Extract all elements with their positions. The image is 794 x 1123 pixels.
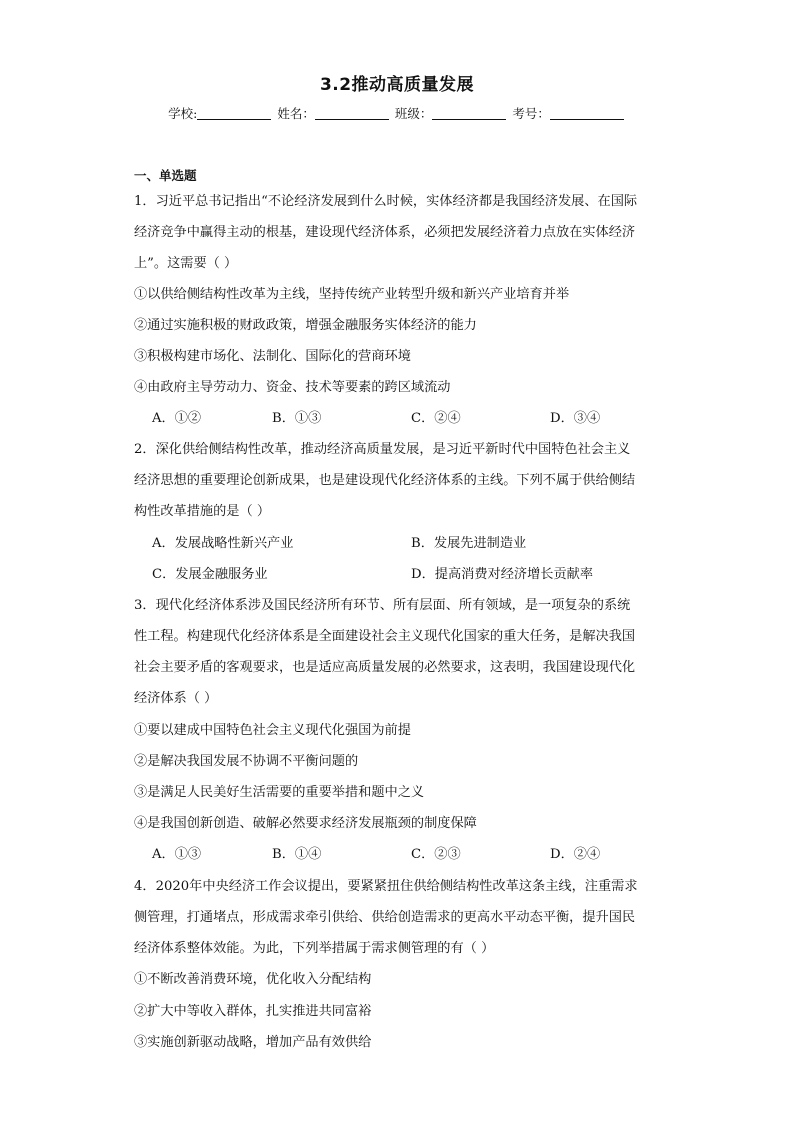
section-heading: 一、单选题: [134, 168, 197, 183]
page-title: 3.2推动高质量发展: [319, 75, 475, 95]
q1-statement: ②通过实施积极的财政政策，增强金融服务实体经济的能力: [134, 318, 477, 333]
q1-stem-line: 经济竞争中赢得主动的根基，建设现代经济体系，必须把发展经济着力点放在实体经济: [134, 225, 636, 240]
q1-option-c[interactable]: C．②④: [411, 411, 461, 426]
q4-statement: ②扩大中等收入群体，扎实推进共同富裕: [134, 1004, 372, 1019]
q3-statement: ④是我国创新创造、破解必然要求经济发展瓶颈的制度保障: [134, 816, 477, 831]
school-blank[interactable]: [197, 107, 271, 120]
q4-stem-line: 经济体系整体效能。为此，下列举措属于需求侧管理的有（ ）: [134, 941, 495, 956]
q2-option-c[interactable]: C．发展金融服务业: [152, 567, 268, 582]
class-label: 班级：: [394, 106, 433, 121]
q2-stem-line: 构性改革措施的是（ ）: [134, 504, 271, 519]
q2-option-b[interactable]: B．发展先进制造业: [411, 536, 527, 551]
name-label: 姓名：: [277, 106, 315, 121]
q1-option-a[interactable]: A．①②: [152, 411, 202, 426]
q2-option-a[interactable]: A．发展战略性新兴产业: [152, 536, 294, 551]
q3-statement: ①要以建成中国特色社会主义现代化强国为前提: [134, 723, 411, 738]
q2-option-d[interactable]: D．提高消费对经济增长贡献率: [411, 567, 594, 582]
q2-stem-line: 经济思想的重要理论创新成果，也是建设现代化经济体系的主线。下列不属于供给侧结: [134, 473, 636, 488]
q3-stem-line: 经济体系（ ）: [134, 691, 218, 706]
q3-option-a[interactable]: A．①③: [152, 847, 202, 862]
name-blank[interactable]: [315, 107, 389, 120]
school-label: 学校:: [168, 106, 198, 121]
q3-option-b[interactable]: B．①④: [272, 847, 322, 862]
q4-stem-line: 侧管理，打通堵点，形成需求牵引供给、供给创造需求的更高水平动态平衡，提升国民: [134, 910, 636, 925]
q3-option-d[interactable]: D．②④: [550, 847, 601, 862]
q1-option-b[interactable]: B．①③: [272, 411, 322, 426]
q3-statement: ③是满足人民美好生活需要的重要举措和题中之义: [134, 785, 425, 800]
q1-option-d[interactable]: D．③④: [550, 411, 601, 426]
q1-stem-line: 上”。这需要（ ）: [134, 256, 238, 271]
q3-stem-line: 社会主要矛盾的客观要求，也是适应高质量发展的必然要求，这表明，我国建设现代化: [134, 660, 636, 675]
q2-stem-line: 2．深化供给侧结构性改革，推动经济高质量发展，是习近平新时代中国特色社会主义: [134, 442, 631, 457]
exam-number-blank[interactable]: [550, 107, 624, 120]
class-blank[interactable]: [432, 107, 506, 120]
q1-statement: ④由政府主导劳动力、资金、技术等要素的跨区域流动: [134, 380, 451, 395]
q3-stem-line: 性工程。构建现代化经济体系是全面建设社会主义现代化国家的重大任务，是解决我国: [134, 629, 636, 644]
q3-stem-line: 3．现代化经济体系涉及国民经济所有环节、所有层面、所有领域，是一项复杂的系统: [134, 598, 631, 613]
q1-statement: ③积极构建市场化、法制化、国际化的营商环境: [134, 349, 411, 364]
q3-statement: ②是解决我国发展不协调不平衡问题的: [134, 754, 359, 769]
q4-stem-line: 4．2020年中央经济工作会议提出，要紧紧扭住供给侧结构性改革这条主线，注重需求: [134, 879, 638, 894]
student-info-line: [0, 104, 794, 122]
q1-stem-line: 1．习近平总书记指出“不论经济发展到什么时候，实体经济都是我国经济发展、在国际: [134, 194, 638, 209]
exam-number-label: 考号：: [512, 106, 550, 121]
q1-statement: ①以供给侧结构性改革为主线，坚持传统产业转型升级和新兴产业培育并举: [134, 287, 570, 302]
q4-statement: ③实施创新驱动战略，增加产品有效供给: [134, 1035, 372, 1050]
q4-statement: ①不断改善消费环境，优化收入分配结构: [134, 972, 372, 987]
q3-option-c[interactable]: C．②③: [411, 847, 461, 862]
